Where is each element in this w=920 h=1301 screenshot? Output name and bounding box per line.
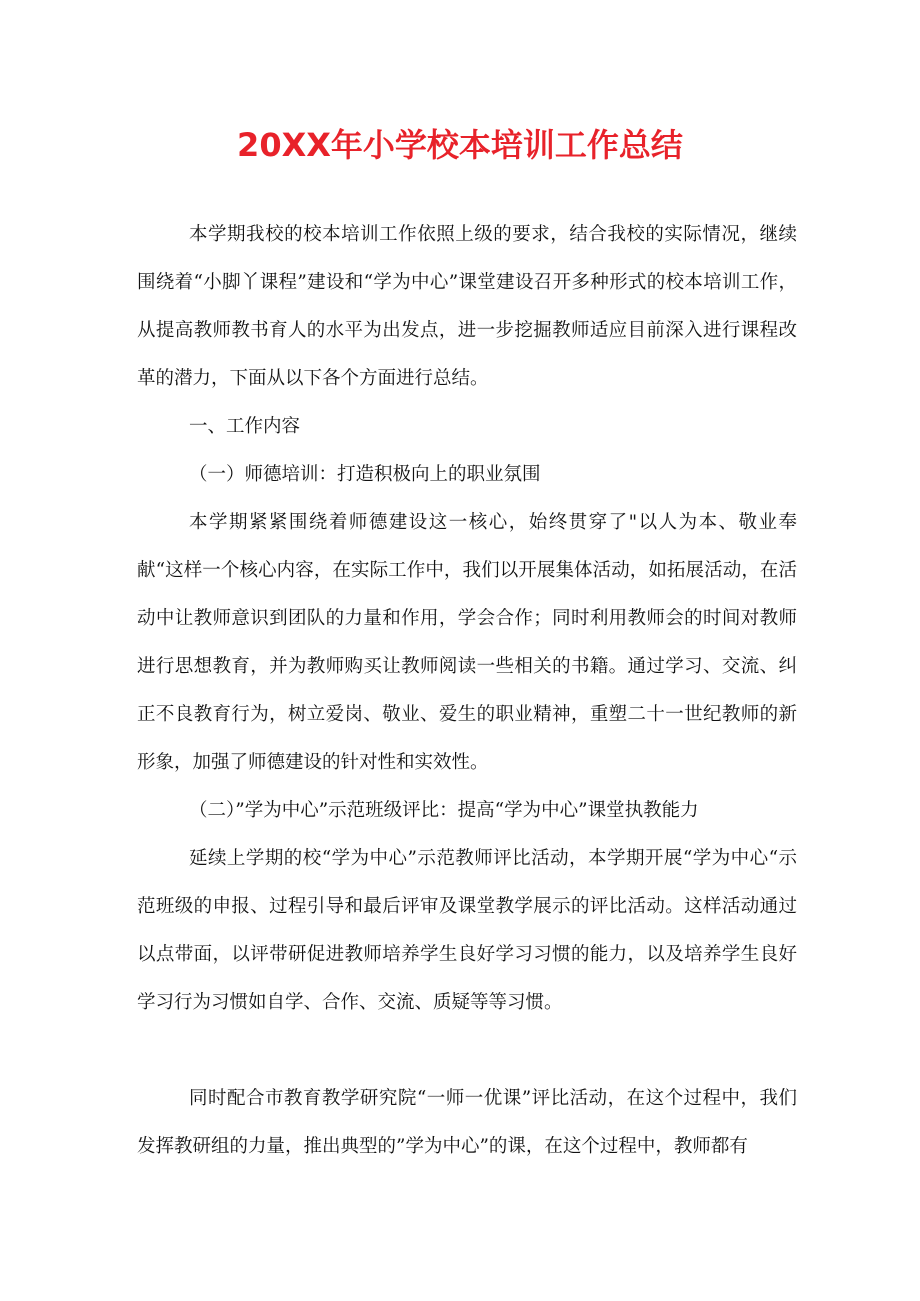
document-title: 20XX年小学校本培训工作总结 xyxy=(237,126,683,164)
ethics-training-paragraph: 本学期紧紧围绕着师德建设这一核心，始终贯穿了"以人为本、敬业奉献“这样一个核心内容，在实际工作中，我们以开展集体活动，如拓展活动，在活动中让教师意识到团队的力量和作用，学会合作；同时利用教师会的时间对教师进行思想教育，并为教师购买让教师阅读一些相关的书籍。通过学习、交流、纠正不良教育行为，树立爱岗、敬业、爱生的职业精神，重塑二十一世纪教师的新形象，加强了师德建设的针对性和实效性。 xyxy=(137,512,797,773)
one-teacher-one-lesson-paragraph: 同时配合市教育教学研究院“一师一优课”评比活动，在这个过程中，我们发挥教研组的力量，推出典型的”学为中心”的课，在这个过程中，教师都有 xyxy=(137,1088,797,1157)
subsection-heading-demo-class: （二）”学为中心”示范班级评比：提高“学为中心”课堂执教能力 xyxy=(189,800,699,821)
demo-class-paragraph: 延续上学期的校“学为中心”示范教师评比活动，本学期开展“学为中心“示范班级的申报、过程引导和最后评审及课堂教学展示的评比活动。这样活动通过以点带面，以评带研促进教师培养学生良好学习习惯的能力，以及培养学生良好学习行为习惯如自学、合作、交流、质疑等等习惯。 xyxy=(137,848,797,1013)
subsection-heading-ethics-training: （一）师德培训：打造积极向上的职业氛围 xyxy=(189,464,541,485)
intro-paragraph: 本学期我校的校本培训工作依照上级的要求，结合我校的实际情况，继续围绕着“小脚丫课程”建设和“学为中心”课堂建设召开多种形式的校本培训工作，从提高教师教书育人的水平为出发点，进一步挖掘教师适应目前深入进行课程改革的潜力，下面从以下各个方面进行总结。 xyxy=(137,224,797,389)
section-heading-work-content: 一、工作内容 xyxy=(189,416,301,437)
